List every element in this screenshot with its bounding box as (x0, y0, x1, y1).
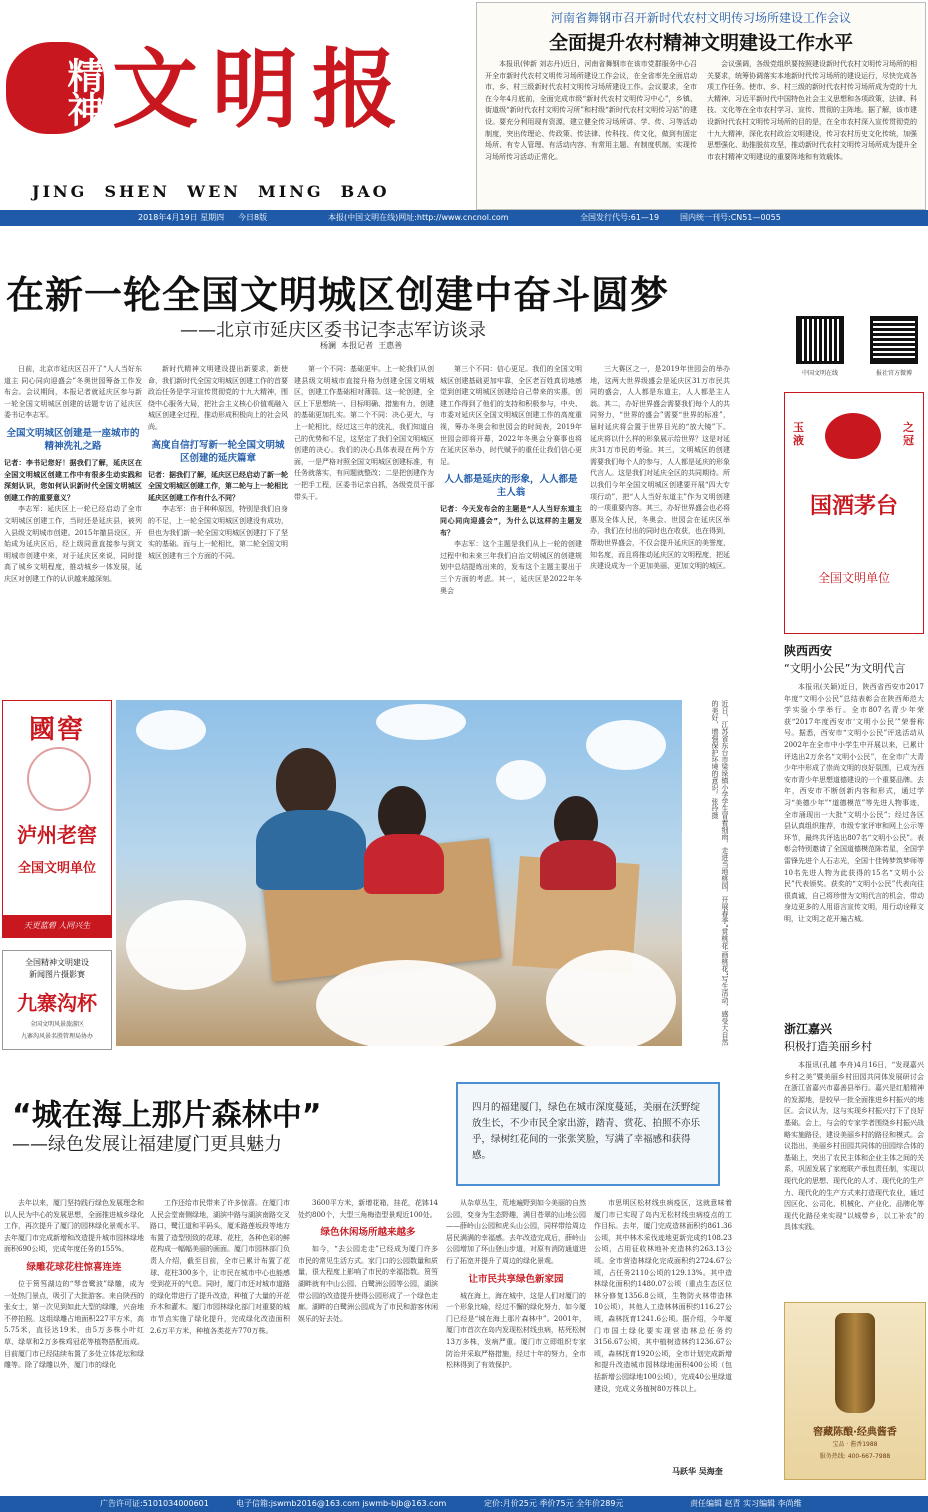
jiuzhai-top2: 新闻图片摄影赛 (29, 970, 85, 979)
sidebar-story-1-title: 陕西西安 (784, 644, 833, 658)
lead-col2 (148, 364, 288, 674)
logo-title: 文明报 (112, 39, 412, 140)
top-story-box (476, 2, 926, 210)
lead-col4-text: 第三个不同：信心更足。我们的全国文明城区创建基础更加牢靠，全区老百姓真切地感觉到创建文明城区创建给自己带来的实惠，创建工作得到了他们的支持和积极参与，中央、市委对延庆区全国文明城区创建工作的高度重视，筹办冬奥会和世园会的时间表，2019年世园会即将开幕，2022年冬奥会分赛事也将在延庆区举办，时代赋予的重任让我们信心更足。 (440, 365, 582, 466)
moutai-left: 玉液 (793, 421, 804, 447)
lead-answer-2: 李志军：由于种种原因，特别是我们自身的不足，上一轮全国文明城区创建没有成功，但也为我们新一轮全国文明城区创建打下了坚实的基础。而与上一轮相比，第二轮全国文明城区创建有三个方面的不同。 (148, 505, 288, 560)
moutai-logo (825, 413, 881, 459)
second-byline: 马跃华 吴海奎 (672, 1467, 723, 1476)
liquor-phone: 服务热线: 400-667-7988 (819, 1453, 891, 1460)
second-summary: 四月的福建厦门，绿色在城市深度蔓延，美丽在沃野绽放生长，不少市民全家出游，踏青、赏花、拍照不亦乐乎，绿树红花间的一张张笑脸，写满了幸福感和获得感。 (472, 1102, 701, 1161)
photo-child-3-body (540, 840, 616, 890)
lead-intro: 日前，北京市延庆区召开了“人人当好东道主 同心同向迎盛会”冬奥世园筹备工作发布会。会议期间，本报记者就延庆区参与新一轮全国文明城区创建的话题专访了延庆区委书记李志军。 (4, 365, 142, 420)
qr-code-2-label: 报社官方微博 (875, 370, 912, 377)
blossom (586, 720, 666, 770)
top-story-col2: 会议强调，各级党组织要按照建设新时代农村文明传习场所的相关要求，统筹协调落实本地新时代传习场所的建设运行，尽快完成各项工作任务。使市、乡、村三级的新时代农村传习场所成为党的十九大精神、习近平新时代中国特色社会主义思想和各项政策、法律、科技、文化等在全市农村学习、宣传、贯彻的主阵地。据了解，该市建设新时代农村文明传习场所的目的是，在全市农村深入宣传贯彻党的十九大精神，深化农村政治文明建设，传习农村历史文化传统，加强思想强化、助推脱贫攻坚，推动新时代农村文明传习场所成为提升全市农村精神文明建设的重要阵地和有效载体。 (707, 60, 917, 161)
jiuzhai-small2: 九寨沟风景名胜管理局协办 (20, 1033, 93, 1040)
guojiao-tag: 全国文明单位 (17, 861, 96, 876)
moutai-tag: 全国文明单位 (817, 571, 890, 585)
second-subtitle-2: 绿色休闲场所越来越多 (320, 1227, 416, 1239)
logo-pinyin: JING SHEN WEN MING BAO (32, 182, 390, 201)
sidebar-story-2-sub: 积极打造美丽乡村 (784, 1040, 872, 1053)
photo-child-1-body (256, 810, 366, 890)
second-col3-b: 如今，“去公园走走”已经成为厦门许多市民的常见生活方式。家门口的公园数量和质量，很大程度上影响了市民的幸福指数。筼筜湖畔就有中山公园、白鹭洲公园等公园，湖滨带公园的改造提升使得公园形成了一个绿色走廊。湖畔的白鹭洲公园成为了市民和游客休闲娱乐的好去处。 (298, 1245, 438, 1323)
guojiao-title: 國窖 (28, 715, 85, 745)
sidebar-story-1-body: 本报讯(关颖)近日，陕西省西安市2017年度“文明小公民”总结表彰会在陕西师范大学实验小学举行。全市807名青少年荣获“2017年度西安市‘文明小公民’”荣誉称号。据悉，西安市“文明小公民”评选活动从2002年在全市中小学生中开展以来，已累计评选出2万余名“文明小公民”，在全市广大青少年中形成了崇尚文明的良好氛围，已成为西安市青少年思想道德建设的一个重要品牌。去年，西安市不断创新内容和形式，通过学习“美德少年”“道德模范”等先进人物事迹，全市涌现出一大批“文明小公民”；经过各区县认真组织推荐，市级专家评审和网上公示等环节，最终共评选出807名“文明小公民”。表彰会特别邀请了全国道德模范陈若星，全国学雷锋先进个人石志光，全国十佳铸梦筑梦师等10名先进人物为此获得的15名“文明小公民”代表颁奖。获奖的“文明小公民”代表向往很真诚，自己将珍惜为文明代言的机会，带动身边更多的人用语言宣传文明，用行动诠释文明，让文明之花开遍古城。 (784, 683, 924, 923)
lead-col4 (440, 364, 582, 674)
ad-jiuzhai[interactable] (2, 950, 112, 1050)
second-headline: “城在海上那片森林中” (12, 1098, 322, 1133)
footer-bar (0, 1496, 928, 1512)
blossom (376, 704, 466, 740)
lead-col1 (4, 364, 142, 674)
footer-editors: 责任编辑 赵青 实习编辑 李尚维 (690, 1499, 802, 1508)
footer-email: 电子信箱:jswmb2016@163.com jswmb-bjb@163.com (236, 1499, 447, 1508)
photo-child-2-body (364, 834, 444, 894)
page-count: 今日8版 (238, 213, 268, 222)
second-subtitle-1: 绿雕花球花柱惊喜连连 (26, 1261, 122, 1273)
qr-code-2[interactable] (870, 316, 918, 364)
lead-answer-1: 李志军：延庆区上一轮已经启动了全市文明城区创建工作，当时还是延庆县，被列入县级文明城市创建。2015年撤县设区，开始成为延庆区后，经上级同意直接参与到文明城市创建中来，对于延庆区来说，同时提高了城乡文明程度，推动城乡一体发展，延庆区对创建工作的认识越来越深刻。 (4, 505, 142, 583)
blossom (546, 950, 676, 1046)
lead-question-1: 记者：李书记您好！据我们了解，延庆区在全国文明城区创建工作中有很多生动实践和深刻认识，您如何认识新时代全国文明城区创建工作的重要意义？ (4, 458, 142, 502)
ad-guojiao[interactable] (2, 700, 112, 938)
website: 本报(中国文明在线)网址:http://www.cncnol.com (328, 213, 509, 222)
jiuzhai-top1: 全国精神文明建设 (25, 958, 89, 967)
news-photo (116, 700, 682, 1046)
lead-headline: 在新一轮全国文明城区创建中奋斗圆梦 (6, 273, 670, 317)
lead-byline: 杨澜 本报记者 王惠善 (320, 341, 403, 350)
lead-question-3: 记者：今天发布会的主题是“人人当好东道主 同心同向迎盛会”，为什么以这样的主题发布？ (440, 505, 582, 537)
second-col4 (446, 1198, 586, 1476)
footer-ad-license: 广告许可证:5101034000601 (100, 1499, 209, 1508)
blossom (496, 760, 546, 800)
second-subtitle-3: 让市民共享绿色新家园 (468, 1273, 564, 1285)
moutai-right: 之冠 (903, 421, 914, 447)
second-col4-a: 从杂草丛生，荒地遍野到如今美丽的自然公园，变身为生态野趣，满目苍翠的山地公园——薛岭山公园和虎头山公园，同样带给周边居民满满的幸福感。去年改造完成后，薛岭山公园增加了环山登山步道，对原有消防通道进行了拓宽并提升了周边的绿化景观。 (446, 1199, 586, 1265)
second-col4-b: 城在海上，海在城中，这是人们对厦门的一个形象比喻，经过不懈的绿化努力，如今厦门已经是“城在海上那片森林中”。2001年，厦门市首次在岛内发现松材线虫病，枯死松树13万多株，发病严重。厦门市立即组织专家防治并采取严格措施，经过十年的努力，全市松林得到了有效保护。 (446, 1291, 586, 1370)
guojiao-slogan-bar (3, 915, 111, 937)
sidebar-story-2-title: 浙江嘉兴 (784, 1022, 833, 1036)
blossom (126, 900, 246, 990)
photo-child-1 (276, 748, 336, 818)
second-col5: 市思明区松材线虫病疫区，这就意味着厦门市已实现了岛内无松材线虫病疫点的工作目标。去年，厦门完成造林面积约861.36公顷，其中林木采伐迹地更新完成约108.23公顷，占用征收林地补充造林约263.13公顷。全市营造林绿化完成面积约2724.67公顷，占任务2110公顷的129.13%。其中造林绿化面积约1480.07公顷（重点生态区位林分修复1356.8公顷，生物防火林带造林10公顷），其他人工造林林面积约116.27公顷，森林抚育1241.6公顷。据介绍，今年厦门市国土绿化要实现营造林总任务约3156.67公顷，其中植树造林约1236.67公顷，森林抚育1920公顷，全市计划完成新增和提升改造城市园林绿地面积400公顷（包括新增公园绿地100公顷），完成40公里绿道建设，完成义务植树80万株以上。 (594, 1199, 732, 1393)
lead-col5: 三大赛区之一，是2019年世园会的举办地，这两大世界级盛会是延庆区31万市民共同的盛会，人人都是东道主，人人都是主人翁。其二，办好世界盛会需要我们每个人的共同努力，“世界的盛会”需要“世界的标准”，届时延庆将会置于世界目光的“放大镜”下。延庆将以什么样的形象展示给世界？这是对延庆31万市民的考验。其三，文明城区的创建需要我们每个人的参与，人人都是延庆的形象代言人。这是我们对延庆全区的共同期待。所以我们今年全国文明城区创建要开展“四大专项行动”，把“人人当好东道主”作为文明创建的一项重要内容。其三，办好世界盛会也必将惠及全体人民，冬奥会、世园会在延庆区举办，我们在付出的同时也在收获，也在得到，帮助世界盛会，不仅会提升延庆区的美誉度，知名度，而且将推动延庆区的文明程度，把延庆建设成为一个更加美丽、更加文明的城区。 (590, 365, 730, 571)
ad-bottom-liquor[interactable] (784, 1302, 926, 1480)
jiuzhai-small1: 全国文明风景旅游区 (29, 1021, 84, 1028)
logo-seal (6, 42, 104, 134)
second-col2: 工作还给市民带来了许多惊喜。在厦门市人民会堂南侧绿地，湖滨中路与湖滨南路交叉路口，鹭江道和平码头，厦禾路莲坂段等地方布置了造型别致的花球、花柱，各种色彩的鲜花构成一幅幅美丽的画面。厦门市园林部门负责人介绍，截至目前，全市已累计布置了花球、花柱300多个，让市民在城市中心也能感受到花开的气息。同时，厦门市还对城市道路的绿化带进行了提升改造，种植了大量的开花乔木和灌木。厦门市园林绿化部门对重要的城市节点实施了绿化提升，完成绿化改造面积2.6万平方米，种植各类花卉770万株。 (150, 1199, 290, 1335)
second-col3 (298, 1198, 438, 1476)
blossom (316, 960, 496, 1046)
logo-seal-text: 精神 (62, 57, 104, 125)
issn-code: 全国发行代号:61—19 (580, 213, 660, 222)
photo-caption: 近日，江苏省东台市梁垛镇小学学生冒着细雨，走进当地桃园，开展春季“赏桃花·画桃花”写生活动，感受大自然的美好，增强保护环境的意识。张玲摄 (711, 700, 729, 1046)
guojiao-ornament (27, 747, 91, 811)
lead-col3: 第一个不同：基础更牢。上一轮我们从创建县级文明城市直接升格为创建全国文明城区，创建工作基础相对薄弱。这一轮创建，全区上下思想统一、目标明确、措施有力，创建的基础更加扎实。第二个不同：决心更大，与上一轮相比，经过这三年的洗礼，我们知道自己的优势和不足，这坚定了我们全国文明城区创建的决心。我们的决心具体表现在两个方面，一是严格对照全国文明城区创建标准，有任务就落实，有问题就整改；二是把创建作为一把手工程，区委书记亲自抓，各级党员干部带头干。 (294, 365, 434, 501)
second-col3-a: 3600平方米，新增花箱，挂花，花钵14处约800个，大型三角梅造型景观近100处。 (298, 1199, 438, 1219)
second-col1-body: 位于筼筜湖边的“琴音鹭波”绿雕，成为一处热门景点，吸引了大批游客。来自陕西的张女士，第一次见到如此大型的绿雕，兴奋地不停拍照。这组绿雕占地面积227平方米，高5.75米，直径达19米，由5万多株小叶红草、绿草和2万多株鸡冠花等植物搭配而成。目前厦门市已经陆续布置了多处立体花坛和绿雕等。除了绿雕以外，厦门市的绿化 (4, 1279, 144, 1370)
liquor-brand: 窖藏陈酿·经典酱香 (813, 1427, 897, 1438)
blossom (136, 710, 206, 750)
top-story-headline: 全面提升农村精神文明建设工作水平 (548, 32, 853, 54)
lead-subhead: ——北京市延庆区委书记李志军访谈录 (180, 320, 486, 341)
lead-answer-3: 李志军：这个主题是我们从上一轮的创建过程中和未来三年我们自治文明城区的创建规划中总结提炼出来的，发布这个主题主要出于三个方面的考虑。其一，延庆区是2022年冬奥会 (440, 540, 582, 595)
lead-question-2: 记者：据我们了解，延庆区已经启动了新一轮全国文明城区创建工作，第二轮与上一轮相比延庆区创建工作有什么不同？ (148, 470, 288, 502)
moutai-brand: 国酒茅台 (809, 493, 898, 519)
ad-moutai[interactable] (784, 392, 924, 634)
qr-code-1[interactable] (796, 316, 844, 364)
top-story-col1: 本报讯(钟新 刘志丹)近日，河南省舞钢市在该市党群服务中心召开全市新时代农村文明传习场所建设工作会议，在全省率先全面启动市、乡、村三级新时代农村文明传习场所建设工作。会议要求，全市在今年4月底前，全面完成市级“新时代农村文明传习中心”，乡镇、街道级“新时代农村文明传习所”和村级“新时代农村文明传习站”的建设。要充分利用现有资源，建立健全传习场所讲、学、传、习等活动制度，突出传理论、传政策、传法律、传科技、传文化，做到有固定场所、有专人管理、有活动内容、有常用主题、有制度机制，实现传习场所传习活动正常化。 (485, 60, 697, 161)
liquor-small: 宝品 · 酱香1988 (832, 1441, 878, 1448)
lead-col2-text: 新时代精神文明建设提出新要求，新使命，我们新时代全国文明城区创建工作的首要政治任务是学习宣传贯彻党的十九大精神，围绕中心服务大局，把社会主义核心价值观融入城区创建全过程，推动形成积极向上的社会风尚。 (148, 365, 288, 431)
masthead (0, 0, 470, 210)
cn-code: 国内统一刊号:CN51—0055 (680, 213, 781, 222)
jiuzhai-brand: 九寨沟杯 (17, 991, 97, 1015)
liquor-bottle (835, 1313, 875, 1413)
issue-date: 2018年4月19日 星期四 (138, 213, 225, 222)
guojiao-brand: 泸州老窖 (17, 823, 97, 847)
sidebar-story-2-body: 本报讯(孔越 李舟)4月16日，“发现嘉兴乡村之美”暨美丽乡村田园共同体发展研讨会在浙江省嘉兴市嘉善县举行。嘉兴是红船精神的发源地，是较早一批全面推进乡村振兴的地区。会议认为，这与实现乡村振兴打下了良好基础。会上，与会的专家学者围绕乡村振兴战略实施路径，建设美丽乡村的路径和模式。会议指出，美丽乡村田园共同体的田园综合体的基础上，突出了农民主体和企业主体之间的关系，巩固发展了家庭联产承包责任制，实现以现代化的思想、现代化的人才、现代化的生产力、现代化的生产方式来打造现代农业，通过因区化、公司化、机械化、产业化、品牌化等现代化路径来实现“以城带乡，以工补农”的具体实践。 (784, 1061, 924, 1232)
lead-subtitle-1: 全国文明城区创建是一座城市的精神洗礼之路 (6, 427, 140, 452)
qr-code-1-label: 中国文明在线 (801, 370, 838, 377)
second-intro: 去年以来，厦门坚持践行绿色发展理念和以人民为中心的发展思想，全面推进城乡绿化工作，再次提升了厦门的园林绿化景观水平。去年厦门市完成新增和改造提升城市园林绿地面积690公顷，完成年度任务的155%。 (4, 1199, 144, 1254)
top-story-kicker: 河南省舞钢市召开新时代农村文明传习场所建设工作会议 (550, 11, 851, 25)
sidebar-story-1-sub: “文明小公民”为文明代言 (784, 662, 906, 675)
footer-price: 定价:月价25元 季价75元 全年价289元 (484, 1499, 624, 1508)
guojiao-slogan: 天更蓝碧 人同兴生 (23, 921, 91, 930)
info-bar (0, 210, 928, 226)
second-subhead: ——绿色发展让福建厦门更具魅力 (12, 1134, 282, 1155)
second-col1 (4, 1198, 144, 1476)
lead-subtitle-2: 高度自信打写新一轮全国文明城区创建的延庆篇章 (151, 439, 285, 464)
lead-subtitle-3: 人人都是延庆的形象，人人都是主人翁 (444, 474, 578, 499)
second-summary-box (456, 1082, 720, 1186)
